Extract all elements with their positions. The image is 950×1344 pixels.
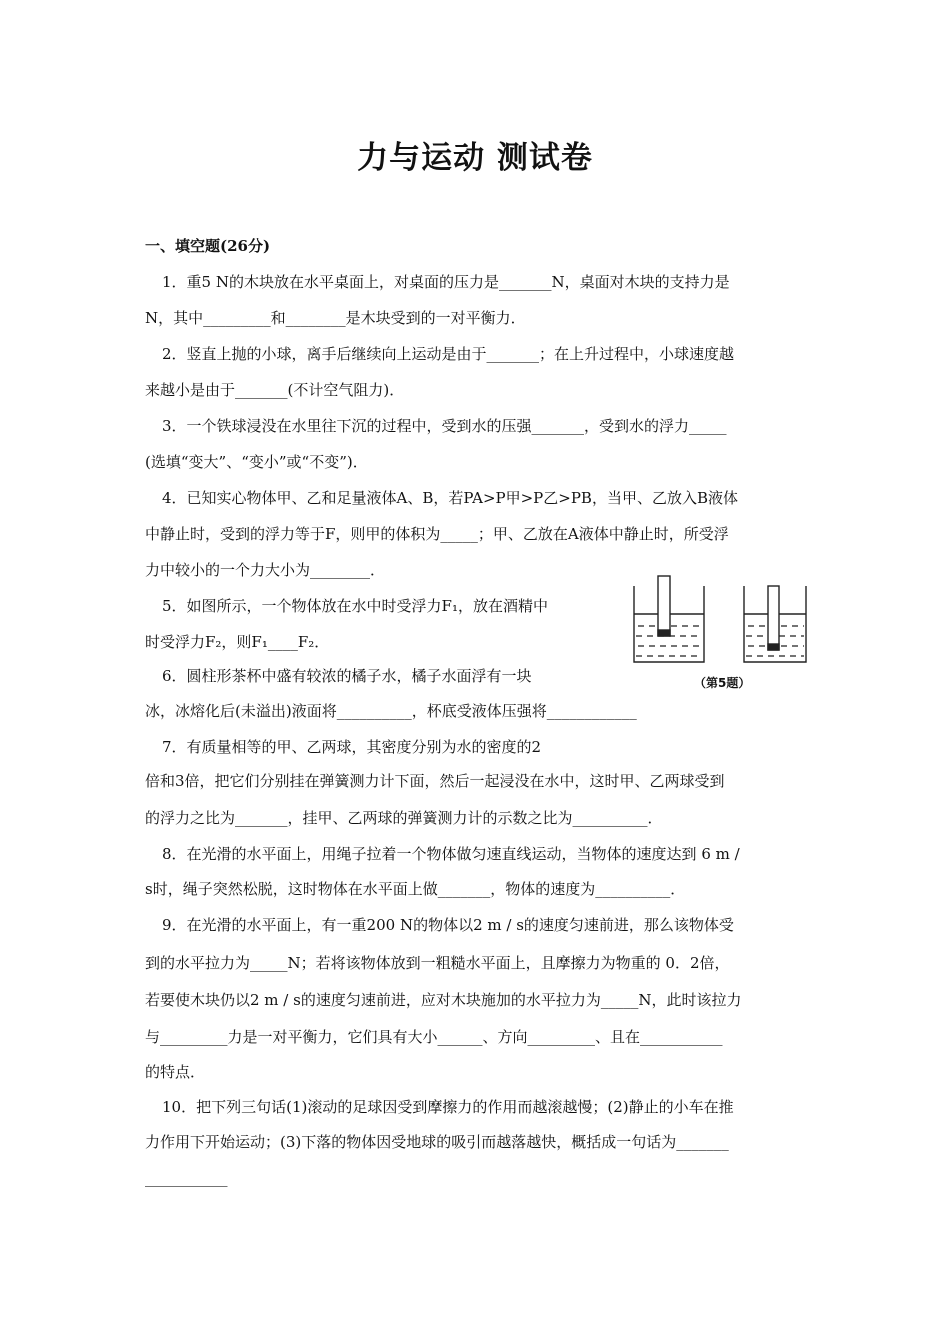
text-line: 5．如图所示，一个物体放在水中时受浮力F₁，放在酒精中 [162, 597, 548, 615]
section-heading: 一、填空题(26分) [145, 237, 271, 255]
text-line: s时，绳子突然松脱，这时物体在水平面上做_______，物体的速度为__________． [145, 880, 686, 898]
beaker-water [634, 576, 704, 662]
text-line: (选填“变大”、“变小”或“不变”)． [145, 453, 368, 471]
document-title: 力与运动 测试卷 [357, 140, 593, 176]
text-line: 8．在光滑的水平面上，用绳子拉着一个物体做匀速直线运动，当物体的速度达到 6 m / [162, 845, 740, 863]
text-line: 1．重5 N的木块放在水平桌面上，对桌面的压力是_______N，桌面对木块的支持力是 [162, 273, 730, 291]
text-line: 冰，冰熔化后(未溢出)液面将__________，杯底受液体压强将____________ [145, 702, 637, 720]
text-line: 6．圆柱形茶杯中盛有较浓的橘子水，橘子水面浮有一块 [162, 667, 532, 685]
text-line: 力中较小的一个力大小为________． [145, 561, 386, 579]
text-line: 9．在光滑的水平面上，有一重200 N的物体以2 m / s的速度匀速前进，那么该物体受 [162, 916, 734, 934]
text-line: 3．一个铁球浸没在水里往下沉的过程中，受到水的压强_______，受到水的浮力_____ [162, 417, 727, 435]
text-line: 的特点． [145, 1063, 206, 1081]
text-line: 中静止时，受到的浮力等于F，则甲的体积为_____；甲、乙放在A液体中静止时，所受浮 [145, 525, 729, 543]
text-line: 倍和3倍，把它们分别挂在弹簧测力计下面，然后一起浸没在水中，这时甲、乙两球受到 [145, 772, 725, 790]
text-line: N，其中_________和________是木块受到的一对平衡力． [145, 309, 526, 327]
text-line: 的浮力之比为_______，挂甲、乙两球的弹簧测力计的示数之比为__________． [145, 809, 663, 827]
figure-caption: （第5题） [694, 676, 751, 690]
text-line: 4．已知实心物体甲、乙和足量液体A、B，若PA>P甲>P乙>PB，当甲、乙放入B液体 [162, 489, 738, 507]
text-line: ___________ [145, 1169, 228, 1187]
text-line: 来越小是由于_______(不计空气阻力)． [145, 381, 405, 399]
text-line: 若要使木块仍以2 m / s的速度匀速前进，应对木块施加的水平拉力为_____N，此时该拉力 [145, 991, 742, 1009]
text-line: 10．把下列三句话(1)滚动的足球因受到摩擦力的作用而越滚越慢；(2)静止的小车在推 [162, 1098, 734, 1116]
beaker-alcohol [744, 586, 806, 662]
text-line: 2．竖直上抛的小球，离手后继续向上运动是由于_______；在上升过程中，小球速度越 [162, 345, 735, 363]
text-line: 到的水平拉力为_____N；若将该物体放到一粗糙水平面上，且摩擦力为物重的 0．2倍， [145, 954, 730, 972]
text-line: 力作用下开始运动；(3)下落的物体因受地球的吸引而越落越快，概括成一句话为_______ [145, 1133, 729, 1151]
text-line: 7．有质量相等的甲、乙两球，其密度分别为水的密度的2 [162, 738, 542, 756]
text-line: 与_________力是一对平衡力，它们具有大小______、方向_________、且在___________ [145, 1028, 723, 1046]
text-line: 时受浮力F₂，则F₁____F₂． [145, 633, 330, 651]
